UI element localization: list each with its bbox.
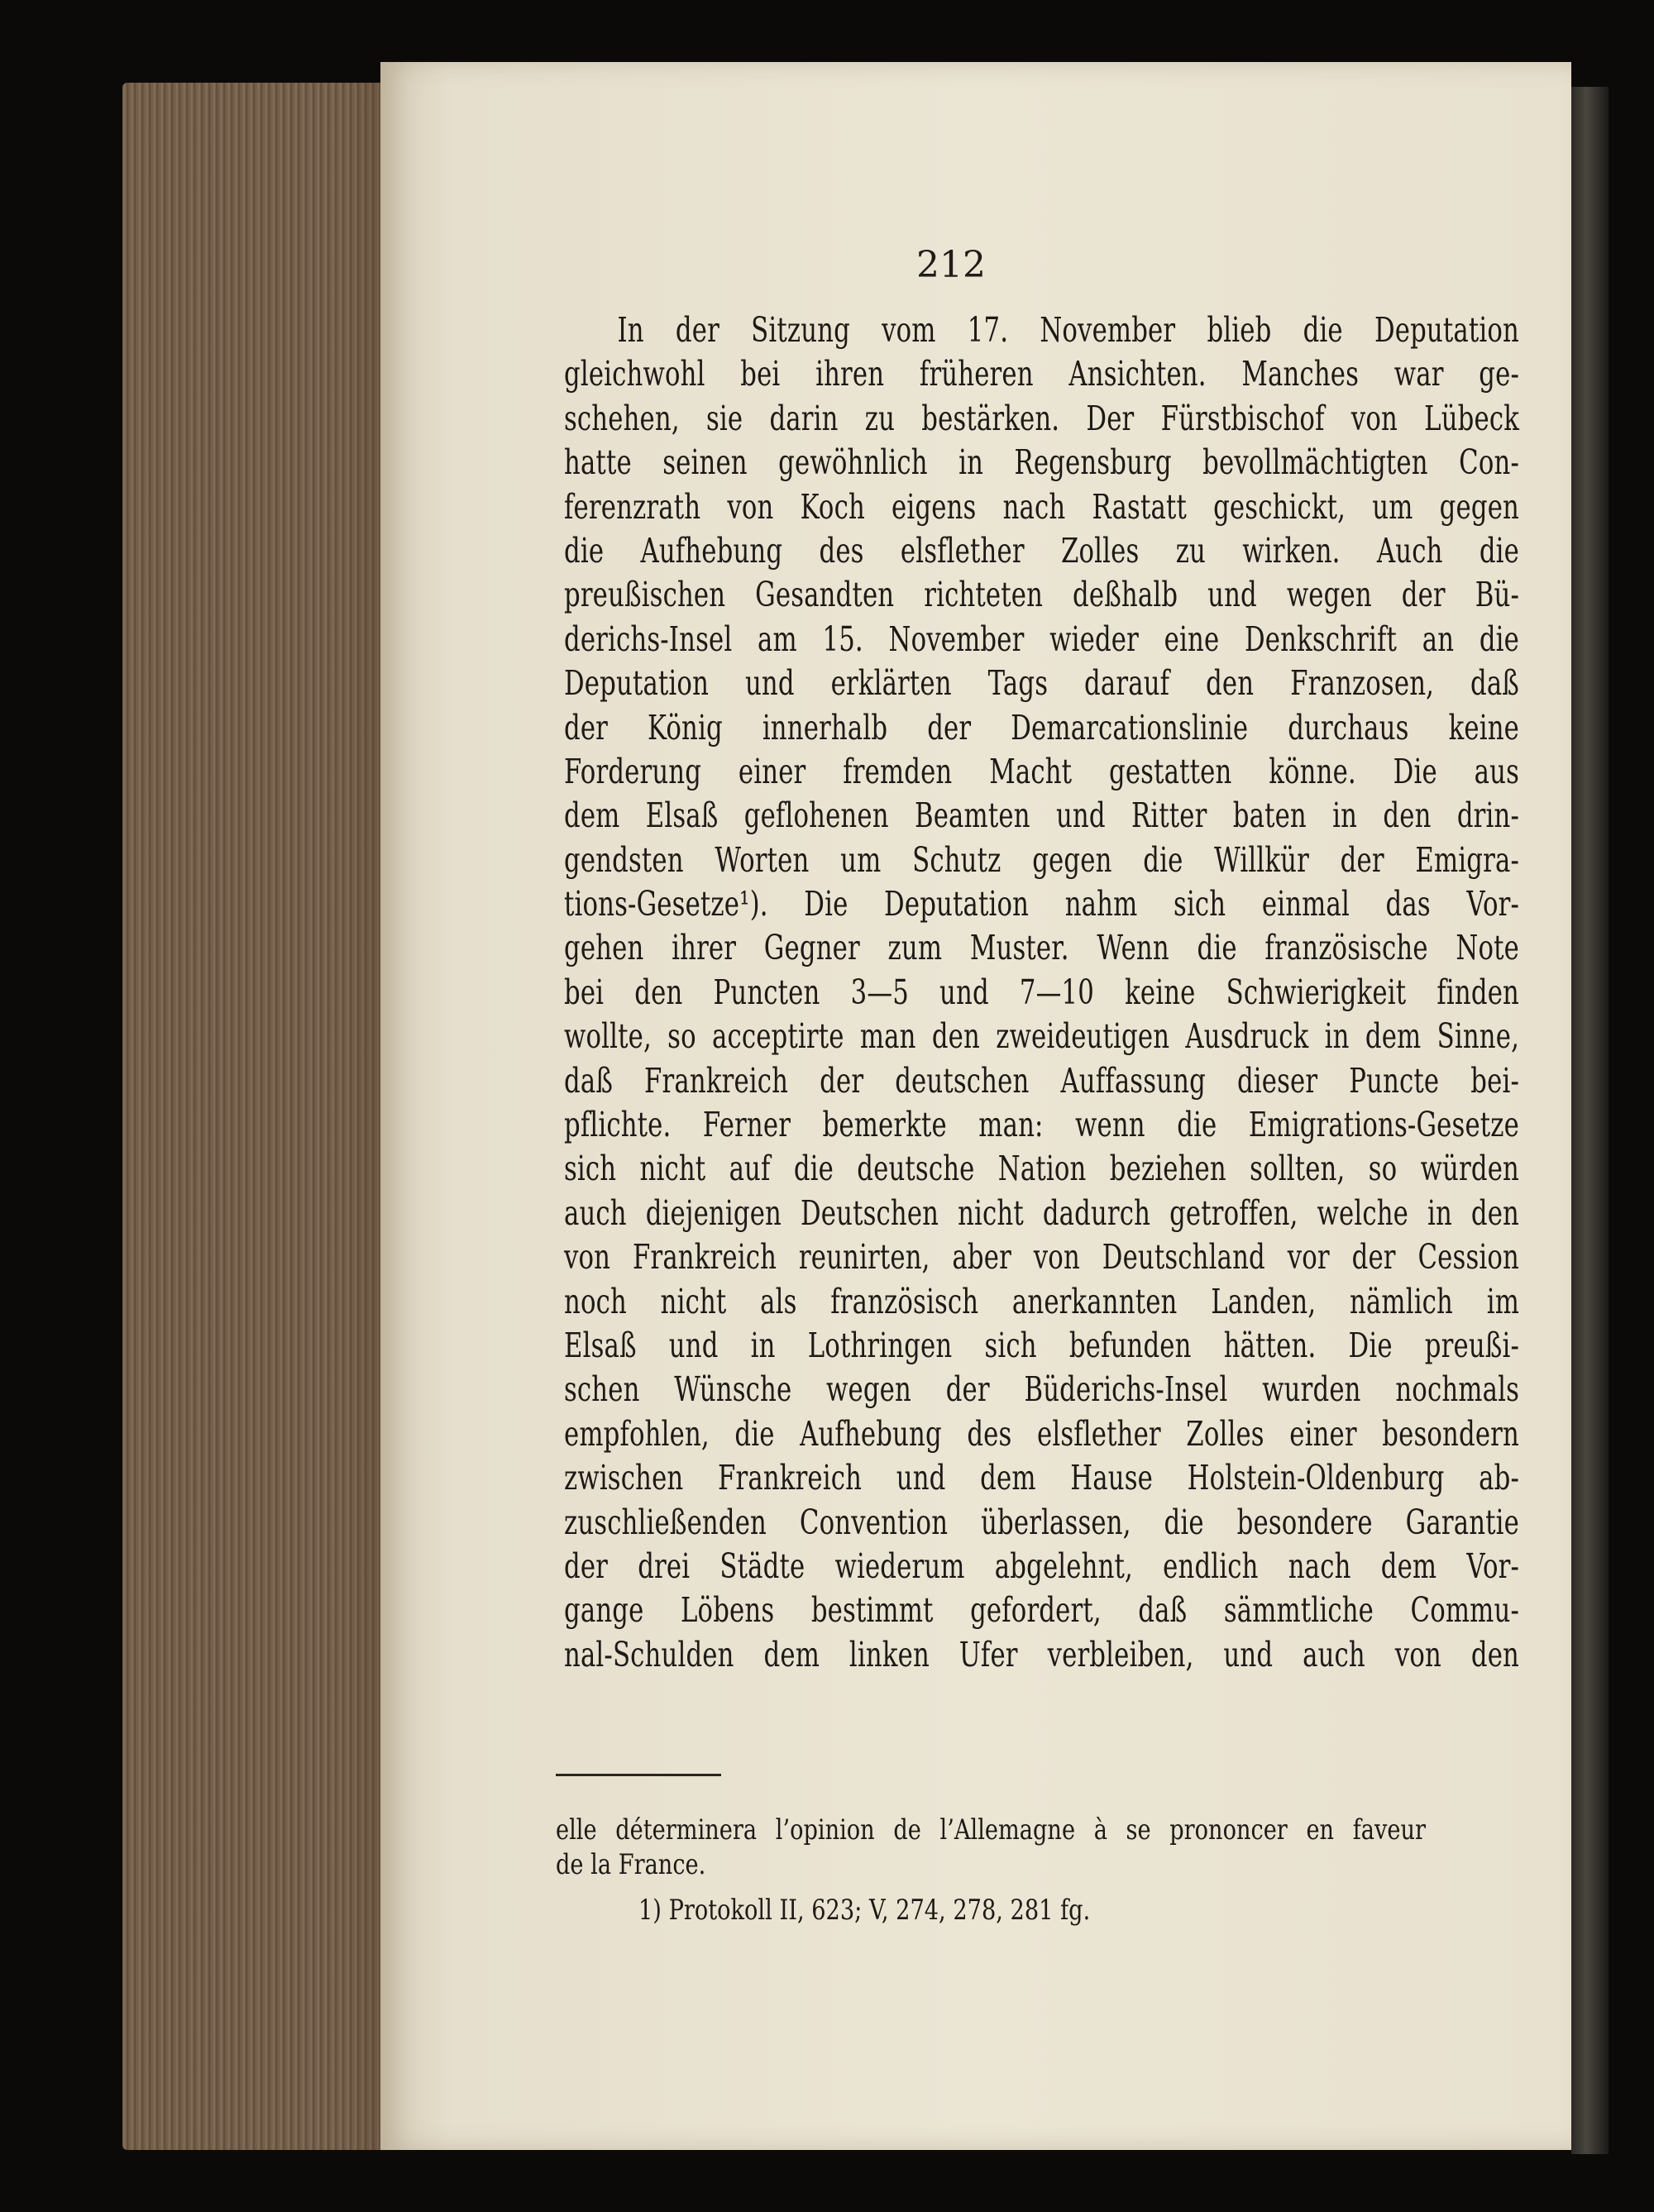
main-text (564, 308, 1519, 1677)
text-line: der König innerhalb der Demarcationslinie durchaus keine (564, 707, 1519, 748)
text-line: gehen ihrer Gegner zum Muster. Wenn die französische Note (564, 928, 1519, 968)
footnote-divider (556, 1774, 721, 1776)
text-line: preußischen Gesandten richteten deßhalb und wegen der Bü- (564, 575, 1519, 615)
text-line: hatte seinen gewöhnlich in Regensburg bevollmächtigten Con- (564, 442, 1519, 483)
text-line: derichs-Insel am 15. November wieder eine Denkschrift an die (564, 619, 1519, 659)
text-line: noch nicht als französisch anerkannten Landen, nämlich im (564, 1281, 1519, 1321)
text-line: der drei Städte wiederum abgelehnt, endlich nach dem Vor- (564, 1546, 1519, 1586)
text-line: schen Wünsche wegen der Büderichs-Insel wurden nochmals (564, 1369, 1519, 1410)
text-line: Deputation und erklärten Tags darauf den Franzosen, daß (564, 663, 1519, 704)
text-line: pflichte. Ferner bemerkte man: wenn die Emigrations-Gesetze (564, 1105, 1519, 1145)
text-line: bei den Puncten 3—5 und 7—10 keine Schwierigkeit finden (564, 972, 1519, 1012)
text-line: wollte, so acceptirte man den zweideutigen Ausdruck in dem Sinne, (564, 1016, 1519, 1057)
text-line: dem Elsaß geflohenen Beamten und Ritter baten in den drin- (564, 795, 1519, 836)
text-line: gleichwohl bei ihren früheren Ansichten. Manches war ge- (564, 354, 1519, 394)
text-line: auch diejenigen Deutschen nicht dadurch getroffen, welche in den (564, 1192, 1519, 1233)
next-page-edge (1571, 87, 1609, 2154)
text-line: die Aufhebung des elsflether Zolles zu wirken. Auch die (564, 530, 1519, 571)
footnote-1: 1) Protokoll II, 623; V, 274, 278, 281 fg. (638, 1894, 1091, 1927)
text-line: Elsaß und in Lothringen sich befunden hätten. Die preußi- (564, 1325, 1519, 1365)
text-line: daß Frankreich der deutschen Auffassung dieser Puncte bei- (564, 1060, 1519, 1101)
text-line: ferenzrath von Koch eigens nach Rastatt geschickt, um gegen (564, 486, 1519, 527)
footnote-continued-line: elle déterminera l’opinion de l’Allemagne à se prononcer en faveur (556, 1813, 1426, 1847)
text-line: von Frankreich reunirten, aber von Deutschland vor der Cession (564, 1237, 1519, 1278)
text-line: schehen, sie darin zu bestärken. Der Fürstbischof von Lübeck (564, 398, 1519, 438)
text-line: empfohlen, die Aufhebung des elsflether Zolles einer besondern (564, 1413, 1519, 1454)
text-line: nal-Schulden dem linken Ufer verbleiben, und auch von den (564, 1634, 1519, 1675)
page-number: 212 (916, 244, 986, 286)
text-line: In der Sitzung vom 17. November blieb die Deputation (617, 310, 1519, 350)
book-page (380, 62, 1571, 2150)
text-line: gendsten Worten um Schutz gegen die Willkür der Emigra- (564, 839, 1519, 880)
book-page-edges (122, 83, 395, 2150)
text-line: sich nicht auf die deutsche Nation beziehen sollten, so würden (564, 1149, 1519, 1189)
text-line: Forderung einer fremden Macht gestatten könne. Die aus (564, 751, 1519, 791)
footnote-continued-line: de la France. (556, 1848, 706, 1881)
text-line: tions-Gesetze¹). Die Deputation nahm sich einmal das Vor- (564, 884, 1519, 924)
text-line: gange Löbens bestimmt gefordert, daß sämmtliche Commu- (564, 1590, 1519, 1631)
text-line: zuschließenden Convention überlassen, die besondere Garantie (564, 1502, 1519, 1542)
text-line: zwischen Frankreich und dem Hause Holstein-Oldenburg ab- (564, 1458, 1519, 1498)
